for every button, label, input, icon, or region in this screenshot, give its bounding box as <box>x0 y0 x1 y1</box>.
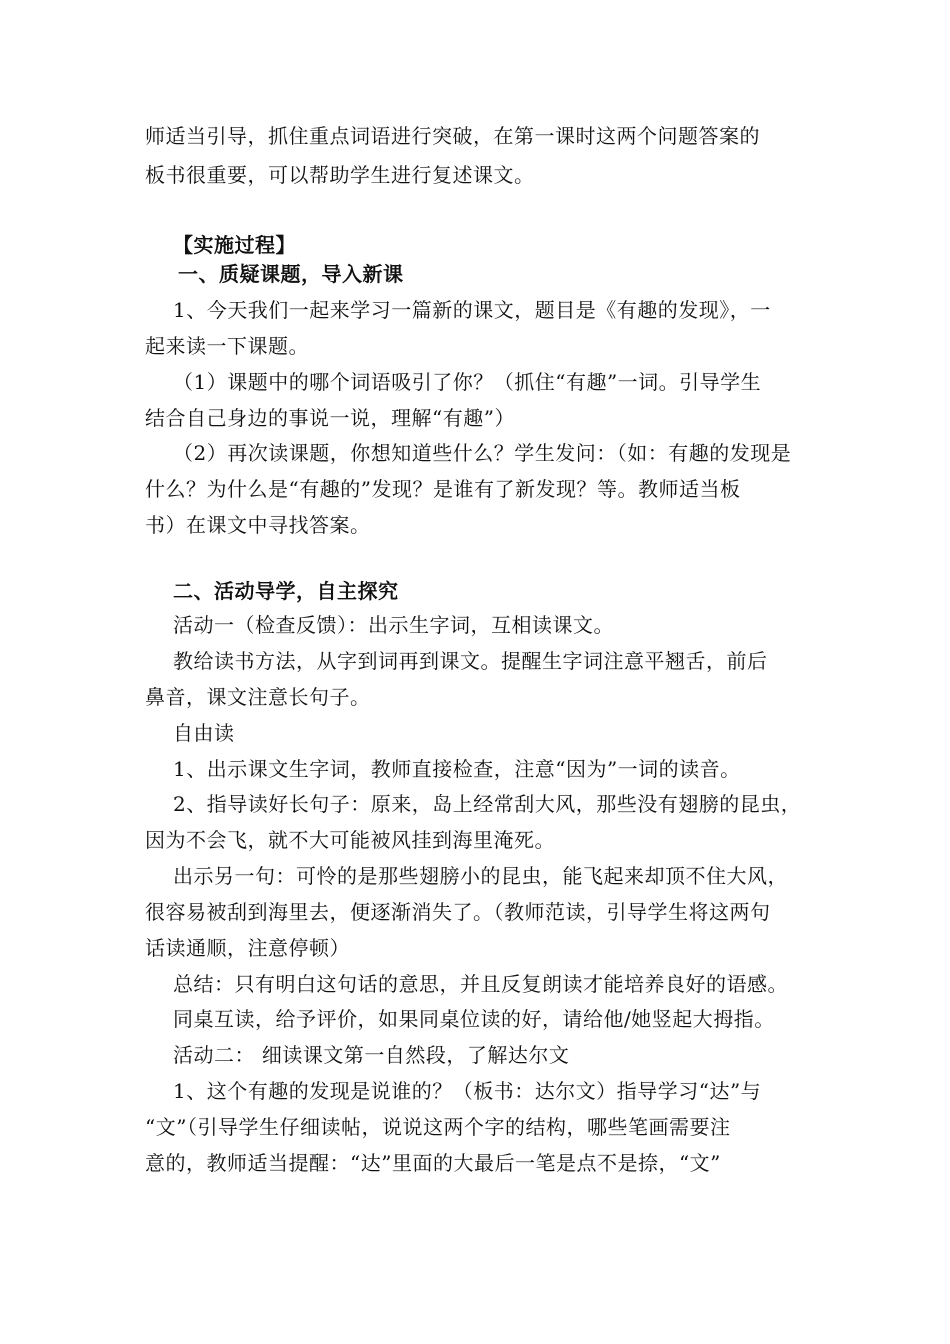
section-heading: 二、活动导学，自主探究 <box>173 579 399 603</box>
text-line: 很容易被刮到海里去，便逐渐消失了。（教师范读，引导学生将这两句 <box>145 900 771 924</box>
text-line: 活动一（检查反馈）：出示生字词，互相读课文。 <box>173 613 614 637</box>
text-line: 话读通顺，注意停顿） <box>145 936 350 960</box>
text-line: 鼻音，课文注意长句子。 <box>145 685 371 709</box>
text-line: 2、指导读好长句子：原来，岛上经常刮大风，那些没有翅膀的昆虫， <box>173 792 802 816</box>
text-line: 教给读书方法，从字到词再到课文。提醒生字词注意平翘舌，前后 <box>173 649 768 673</box>
text-line: 因为不会飞，就不大可能被风挂到海里淹死。 <box>145 828 555 852</box>
text-line: 结合自己身边的事说一说，理解“有趣”） <box>145 406 515 430</box>
text-line: （2）再次读课题，你想知道些什么？学生发问：（如：有趣的发现是 <box>173 441 792 465</box>
text-line: 活动二： 细读课文第一自然段，了解达尔文 <box>173 1043 570 1067</box>
text-line: 总结：只有明白这句话的意思，并且反复朗读才能培养良好的语感。 <box>173 972 788 996</box>
text-line: 出示另一句：可怜的是那些翅膀小的昆虫，能飞起来却顶不住大风， <box>173 864 788 888</box>
text-line: 同桌互读，给予评价，如果同桌位读的好，请给他/她竖起大拇指。 <box>173 1007 775 1031</box>
text-line: 1、这个有趣的发现是说谁的？（板书：达尔文）指导学习“达”与 <box>173 1079 762 1103</box>
section-heading: 【实施过程】 <box>173 233 296 257</box>
text-line: 师适当引导，抓住重点词语进行突破，在第一课时这两个问题答案的 <box>145 124 760 148</box>
text-line: 板书很重要，可以帮助学生进行复述课文。 <box>145 163 535 187</box>
text-line: 1、出示课文生字词，教师直接检查，注意“因为”一词的读音。 <box>173 757 741 781</box>
text-line: 意的，教师适当提醒：“达”里面的大最后一笔是点不是捺，“文” <box>145 1151 721 1175</box>
text-line: 书）在课文中寻找答案。 <box>145 513 371 537</box>
text-line: 起来读一下课题。 <box>145 334 309 358</box>
section-heading: 一、质疑课题，导入新课 <box>178 262 404 286</box>
text-line: 什么？为什么是“有趣的”发现？是谁有了新发现？等。教师适当板 <box>145 477 741 501</box>
text-line: 自由读 <box>173 721 235 745</box>
text-line: “文”（引导学生仔细读帖，说说这两个字的结构，哪些笔画需要注 <box>145 1115 731 1139</box>
text-line: 1、今天我们一起来学习一篇新的课文，题目是《有趣的发现》，一 <box>173 298 771 322</box>
text-line: （1）课题中的哪个词语吸引了你？（抓住“有趣”一词。引导学生 <box>173 370 762 394</box>
